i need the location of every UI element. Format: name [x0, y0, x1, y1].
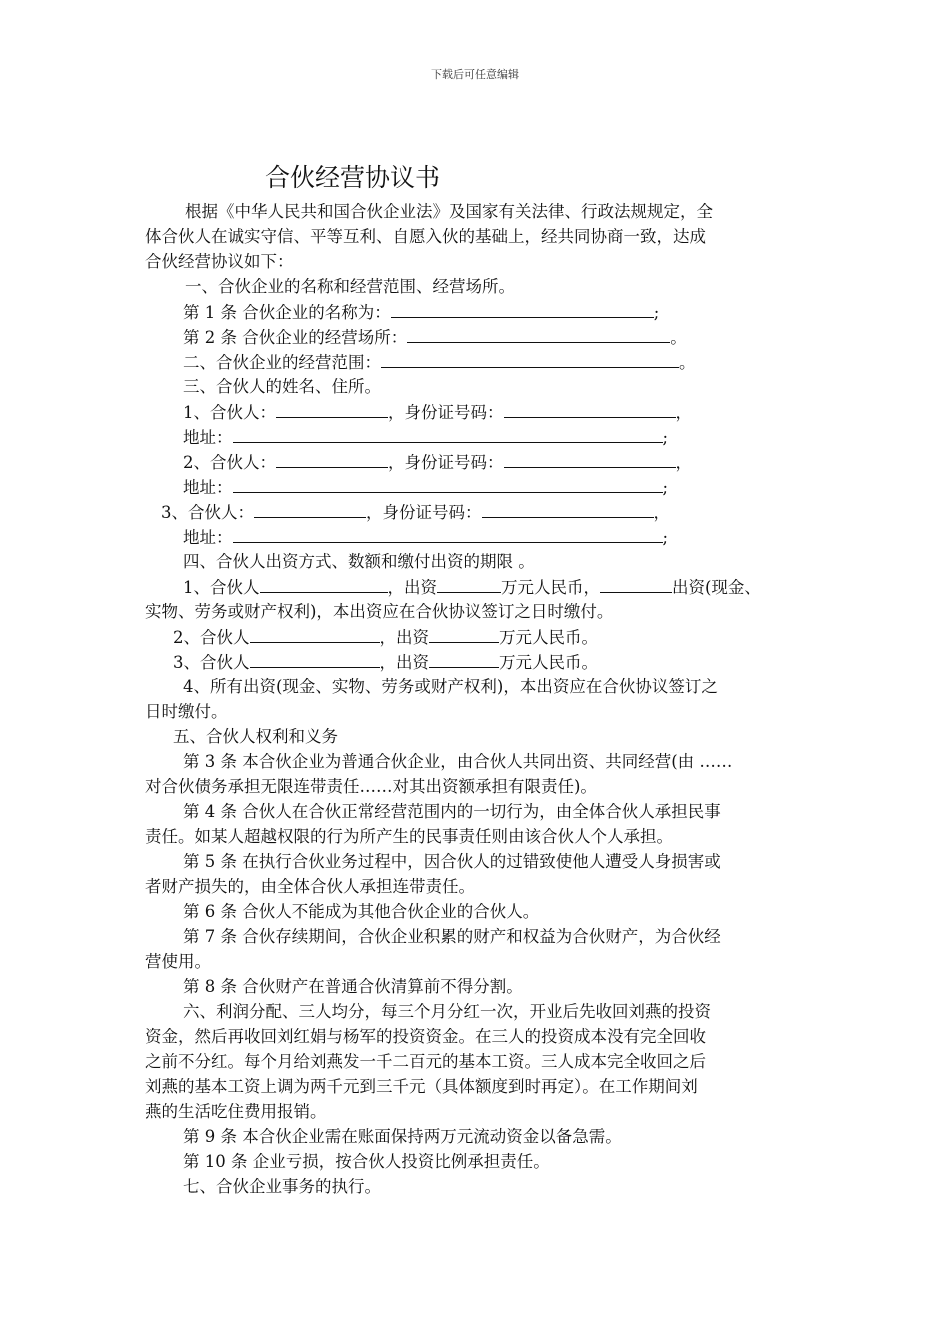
- section-6-line-1: 六、利润分配、三人均分，每三个月分红一次，开业后先收回刘燕的投资: [183, 1002, 711, 1021]
- partner-2-row: 2、合伙人： ，身份证号码： ，: [183, 450, 692, 475]
- partner-3-address-row: 地址： ;: [183, 525, 668, 550]
- article-9: 第 9 条 本合伙企业需在账面保持两万元流动资金以备急需。: [183, 1127, 622, 1146]
- business-location-field[interactable]: [407, 325, 670, 343]
- section-6-line-3: 之前不分红。每个月给刘燕发一千二百元的基本工资。三人成本完全收回之后: [145, 1052, 706, 1071]
- article-4-line-2: 责任。如某人超越权限的行为所产生的民事责任则由该合伙人个人承担。: [145, 827, 673, 846]
- partner-3-address-field[interactable]: [233, 525, 663, 543]
- preamble-line-3: 合伙经营协议如下：: [145, 252, 294, 271]
- article-6: 第 6 条 合伙人不能成为其他合伙企业的合伙人。: [183, 902, 540, 921]
- contribution-3-row: 3、合伙人 ，出资 万元人民币。: [173, 650, 598, 675]
- article-5-line-2: 者财产损失的，由全体合伙人承担连带责任。: [145, 877, 475, 896]
- section-6-line-2: 资金，然后再收回刘红娟与杨军的投资资金。在三人的投资成本没有完全回收: [145, 1027, 706, 1046]
- partner-2-name-field[interactable]: [276, 450, 388, 468]
- contribution-1-continued: 实物、劳务或财产权利)，本出资应在合伙协议签订之日时缴付。: [145, 602, 614, 621]
- article-3-line-2: 对合伙债务承担无限连带责任……对其出资额承担有限责任)。: [145, 777, 597, 796]
- article-4-line-1: 第 4 条 合伙人在合伙正常经营范围内的一切行为，由全体合伙人承担民事: [183, 802, 721, 821]
- contribution-4-line-2: 日时缴付。: [145, 702, 228, 721]
- preamble-line-2: 体合伙人在诚实守信、平等互利、自愿入伙的基础上，经共同协商一致，达成: [145, 227, 706, 246]
- partner-1-name-field[interactable]: [276, 400, 388, 418]
- contribution-1-amount-field[interactable]: [437, 575, 501, 593]
- article-7-line-2: 营使用。: [145, 952, 211, 971]
- article-7-line-1: 第 7 条 合伙存续期间，合伙企业积累的财产和权益为合伙财产，为合伙经: [183, 927, 721, 946]
- page-header: 下载后可任意编辑: [431, 68, 519, 81]
- article-3-line-1: 第 3 条 本合伙企业为普通合伙企业，由合伙人共同出资、共同经营(由 ……: [183, 752, 733, 771]
- article-1: 第 1 条 合伙企业的名称为： ;: [183, 300, 659, 325]
- document-title: 合伙经营协议书: [265, 163, 441, 192]
- contribution-1-method-field[interactable]: [600, 575, 672, 593]
- article-2-label: 第 2 条 合伙企业的经营场所：: [183, 328, 408, 347]
- article-10: 第 10 条 企业亏损，按合伙人投资比例承担责任。: [183, 1152, 550, 1171]
- section-2-label: 二、合伙企业的经营范围：: [183, 353, 381, 372]
- contribution-2-amount-field[interactable]: [429, 625, 499, 643]
- preamble-line-1: 根据《中华人民共和国合伙企业法》及国家有关法律、行政法规规定，全: [185, 202, 713, 221]
- section-4-heading: 四、合伙人出资方式、数额和缴付出资的期限 。: [183, 552, 535, 571]
- article-5-line-1: 第 5 条 在执行合伙业务过程中，因合伙人的过错致使他人遭受人身损害或: [183, 852, 721, 871]
- contribution-4-line-1: 4、所有出资(现金、实物、劳务或财产权利)，本出资应在合伙协议签订之: [183, 677, 718, 696]
- partner-1-address-field[interactable]: [233, 425, 663, 443]
- enterprise-name-field[interactable]: [391, 300, 654, 318]
- contribution-3-amount-field[interactable]: [429, 650, 499, 668]
- article-1-label: 第 1 条 合伙企业的名称为：: [183, 303, 391, 322]
- partner-2-id-field[interactable]: [504, 450, 676, 468]
- section-3-heading: 三、合伙人的姓名、住所。: [183, 377, 381, 396]
- business-scope-field[interactable]: [381, 350, 679, 368]
- article-8: 第 8 条 合伙财产在普通合伙清算前不得分割。: [183, 977, 523, 996]
- contribution-2-partner-field[interactable]: [250, 625, 380, 643]
- section-6-line-4: 刘燕的基本工资上调为两千元到三千元（具体额度到时再定）。在工作期间刘: [145, 1077, 698, 1096]
- section-6-line-5: 燕的生活吃住费用报销。: [145, 1102, 327, 1121]
- partner-3-row: 3、合伙人： ，身份证号码： ，: [161, 500, 670, 525]
- contribution-3-partner-field[interactable]: [250, 650, 380, 668]
- partner-1-row: 1、合伙人： ，身份证号码： ，: [183, 400, 692, 425]
- partner-3-id-field[interactable]: [482, 500, 654, 518]
- contribution-2-row: 2、合伙人 ，出资 万元人民币。: [173, 625, 598, 650]
- partner-1-address-row: 地址： ;: [183, 425, 668, 450]
- contribution-1-row: 1、合伙人 ，出资 万元人民币， 出资(现金、: [183, 575, 761, 600]
- partner-3-name-field[interactable]: [254, 500, 366, 518]
- article-2: 第 2 条 合伙企业的经营场所： 。: [183, 325, 687, 350]
- section-2: 二、合伙企业的经营范围： 。: [183, 350, 696, 375]
- section-1-heading: 一、合伙企业的名称和经营范围、经营场所。: [185, 277, 515, 296]
- section-5-heading: 五、合伙人权利和义务: [173, 727, 338, 746]
- section-7-heading: 七、合伙企业事务的执行。: [183, 1177, 381, 1196]
- partner-1-id-field[interactable]: [504, 400, 676, 418]
- partner-2-address-field[interactable]: [233, 475, 663, 493]
- partner-2-address-row: 地址： ;: [183, 475, 668, 500]
- contribution-1-partner-field[interactable]: [260, 575, 388, 593]
